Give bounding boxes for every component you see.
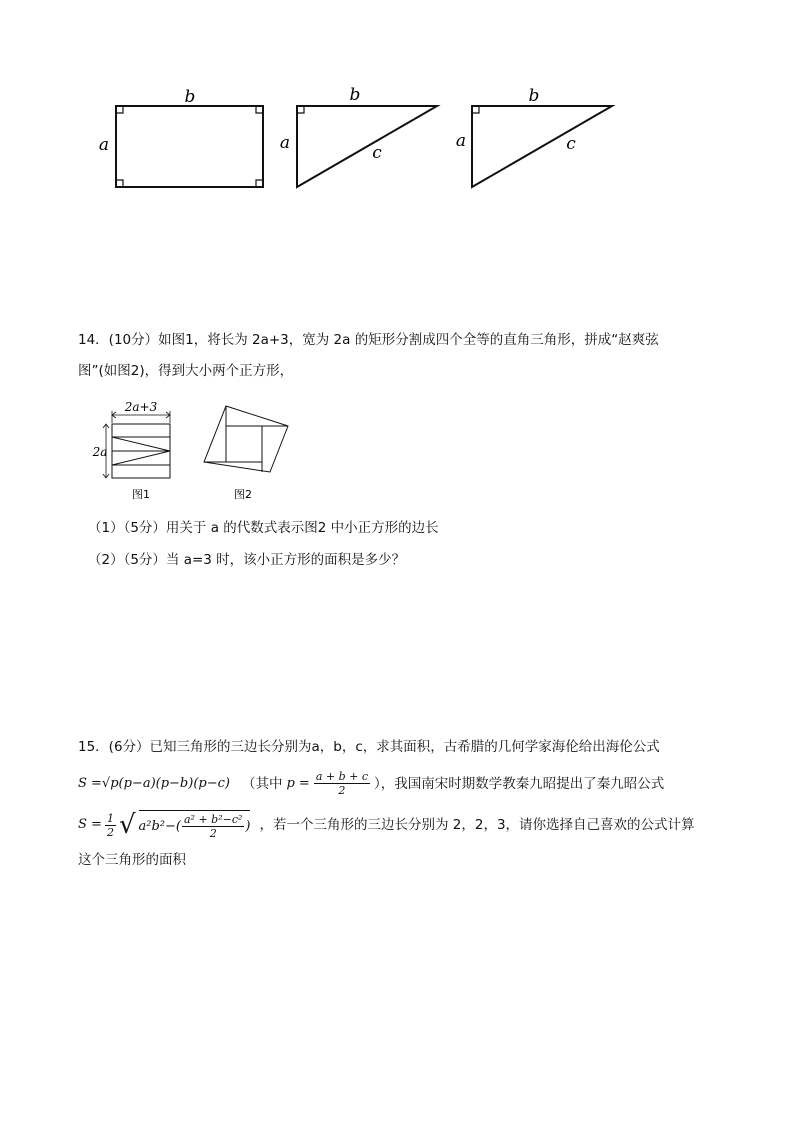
triangle-2-label-c: c [566,134,576,154]
triangle-1-shape [297,106,437,187]
triangle-1-label-c: c [372,143,382,163]
sqrt-sign: √ [118,810,136,840]
fig1-caption: 图1 [132,488,150,501]
q15-line-1: 15．(6分）已知三角形的三边长分别为a，b，c，求其面积，古希腊的几何学家海伦给出海伦公式 [78,739,660,755]
q15-line-2-end: ），我国南宋时期数学教秦九昭提出了秦九昭公式 [374,775,665,792]
fig1-left-label: 2a [92,445,108,459]
qin-half-denominator: 2 [106,825,114,839]
heron-formula: S =√p(p−a)(p−b)(p−c) [78,775,230,791]
qin-half-numerator: 1 [106,811,114,825]
qin-radicand [139,810,251,840]
q14-figure-2 [200,398,300,503]
q14-sub-2: （2）（5分）当 a=3 时，该小正方形的面积是多少？ [88,552,406,568]
q14-sub-1: （1）（5分）用关于 a 的代数式表示图2 中小正方形的边长 [88,520,439,536]
qin-inner-numerator: a² + b²−c² [183,813,243,826]
top-figures [90,80,630,200]
p-def-numerator: a + b + c [315,770,369,783]
q14-line-1: 14．(10分）如图1，将长为 2a+3，宽为 2a 的矩形分割成四个全等的直角三角形，拼成“赵爽弦 [78,332,659,348]
p-def-denominator: 2 [338,784,346,797]
rectangle-shape [116,106,263,187]
triangle-1-right-angle [297,106,304,113]
fig2-caption: 图2 [234,488,252,501]
fig2-inner-square [226,426,262,462]
qin-inner-post: ) [245,818,251,834]
q15-line-3-end: ，若一个三角形的三边长分别为 2，2，3，请你选择自己喜欢的公式计算 [259,817,695,833]
q15-line-3 [78,810,695,840]
q15-line-4: 这个三角形的面积 [78,852,186,868]
p-def-fraction [314,770,370,797]
p-def-lhs: p = [286,775,310,791]
triangle-2-shape [472,106,612,187]
right-angle-marks [116,106,263,187]
triangle-1-label-a: a [279,133,291,153]
qin-half-fraction [105,812,116,839]
q14-line-2: 图”(如图2)，得到大小两个正方形， [78,363,294,379]
q15-line-2 [78,770,664,797]
q14-figure-1 [88,398,188,503]
triangle-1-label-b: b [349,85,361,105]
q15-line-2-mid: （其中 [241,775,283,792]
qin-inner-pre: a²b²−( [138,818,181,834]
rect-label-a: a [98,135,110,155]
rect-label-b: b [184,87,196,107]
triangle-2-label-a: a [455,131,467,151]
triangle-2-right-angle [472,106,479,113]
triangle-2-label-b: b [528,86,540,106]
qin-lhs: S = [78,817,102,832]
qin-inner-denominator: 2 [209,827,217,840]
qin-inner-fraction [182,813,244,840]
fig1-top-label: 2a+3 [124,400,158,414]
